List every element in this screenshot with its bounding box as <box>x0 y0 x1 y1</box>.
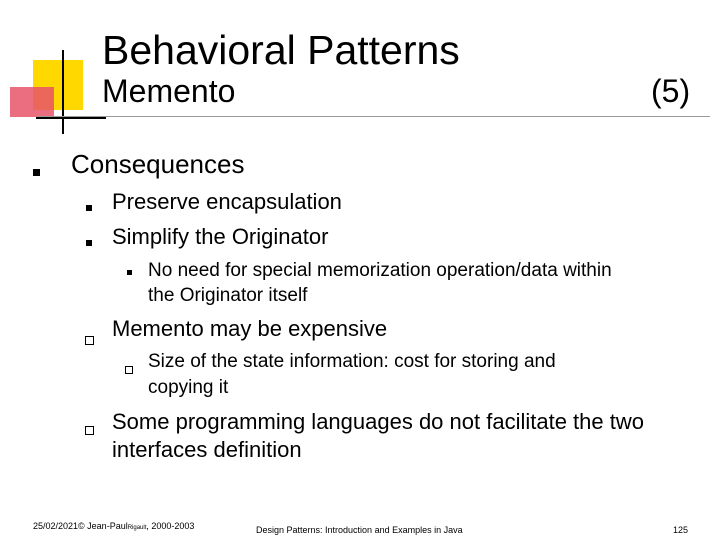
bullet-box-icon <box>125 366 133 374</box>
bullet-icon <box>127 270 132 275</box>
slide-title: Behavioral Patterns <box>102 27 460 73</box>
item-state-size: Size of the state information: cost for storing and <box>148 351 556 372</box>
bullet-icon <box>86 205 92 211</box>
bullet-icon <box>86 240 92 246</box>
item-simplify-originator: Simplify the Originator <box>112 224 329 249</box>
item-languages: Some programming languages do not facilitate the two <box>112 409 644 434</box>
footer-page-number: 125 <box>673 525 689 535</box>
bullet-box-icon <box>85 336 94 345</box>
heading-consequences: Consequences <box>71 149 245 179</box>
bullet-icon <box>33 169 40 176</box>
footer-date-author: 25/02/2021© Jean-Paul <box>33 521 128 531</box>
item-no-special-memorization-cont: the Originator itself <box>148 285 308 306</box>
item-preserve-encapsulation: Preserve encapsulation <box>112 189 342 214</box>
item-state-size-cont: copying it <box>148 377 229 398</box>
item-no-special-memorization: No need for special memorization operation/data within <box>148 260 612 281</box>
slide-number-label: (5) <box>651 73 691 109</box>
slide-subtitle: Memento <box>102 73 236 109</box>
item-languages-cont: interfaces definition <box>112 437 302 462</box>
logo-vertical-line <box>62 50 64 134</box>
item-memento-expensive: Memento may be expensive <box>112 316 388 341</box>
logo-horizontal-line <box>36 117 106 119</box>
footer-copyright <box>33 520 194 534</box>
footer-course: Design Patterns: Introduction and Examples in Java <box>256 525 463 535</box>
footer-author-small: Rigault <box>127 525 147 531</box>
logo-red-square <box>10 87 54 117</box>
footer-years: , 2000-2003 <box>146 521 195 531</box>
title-divider <box>38 116 710 117</box>
bullet-box-icon <box>85 426 94 435</box>
